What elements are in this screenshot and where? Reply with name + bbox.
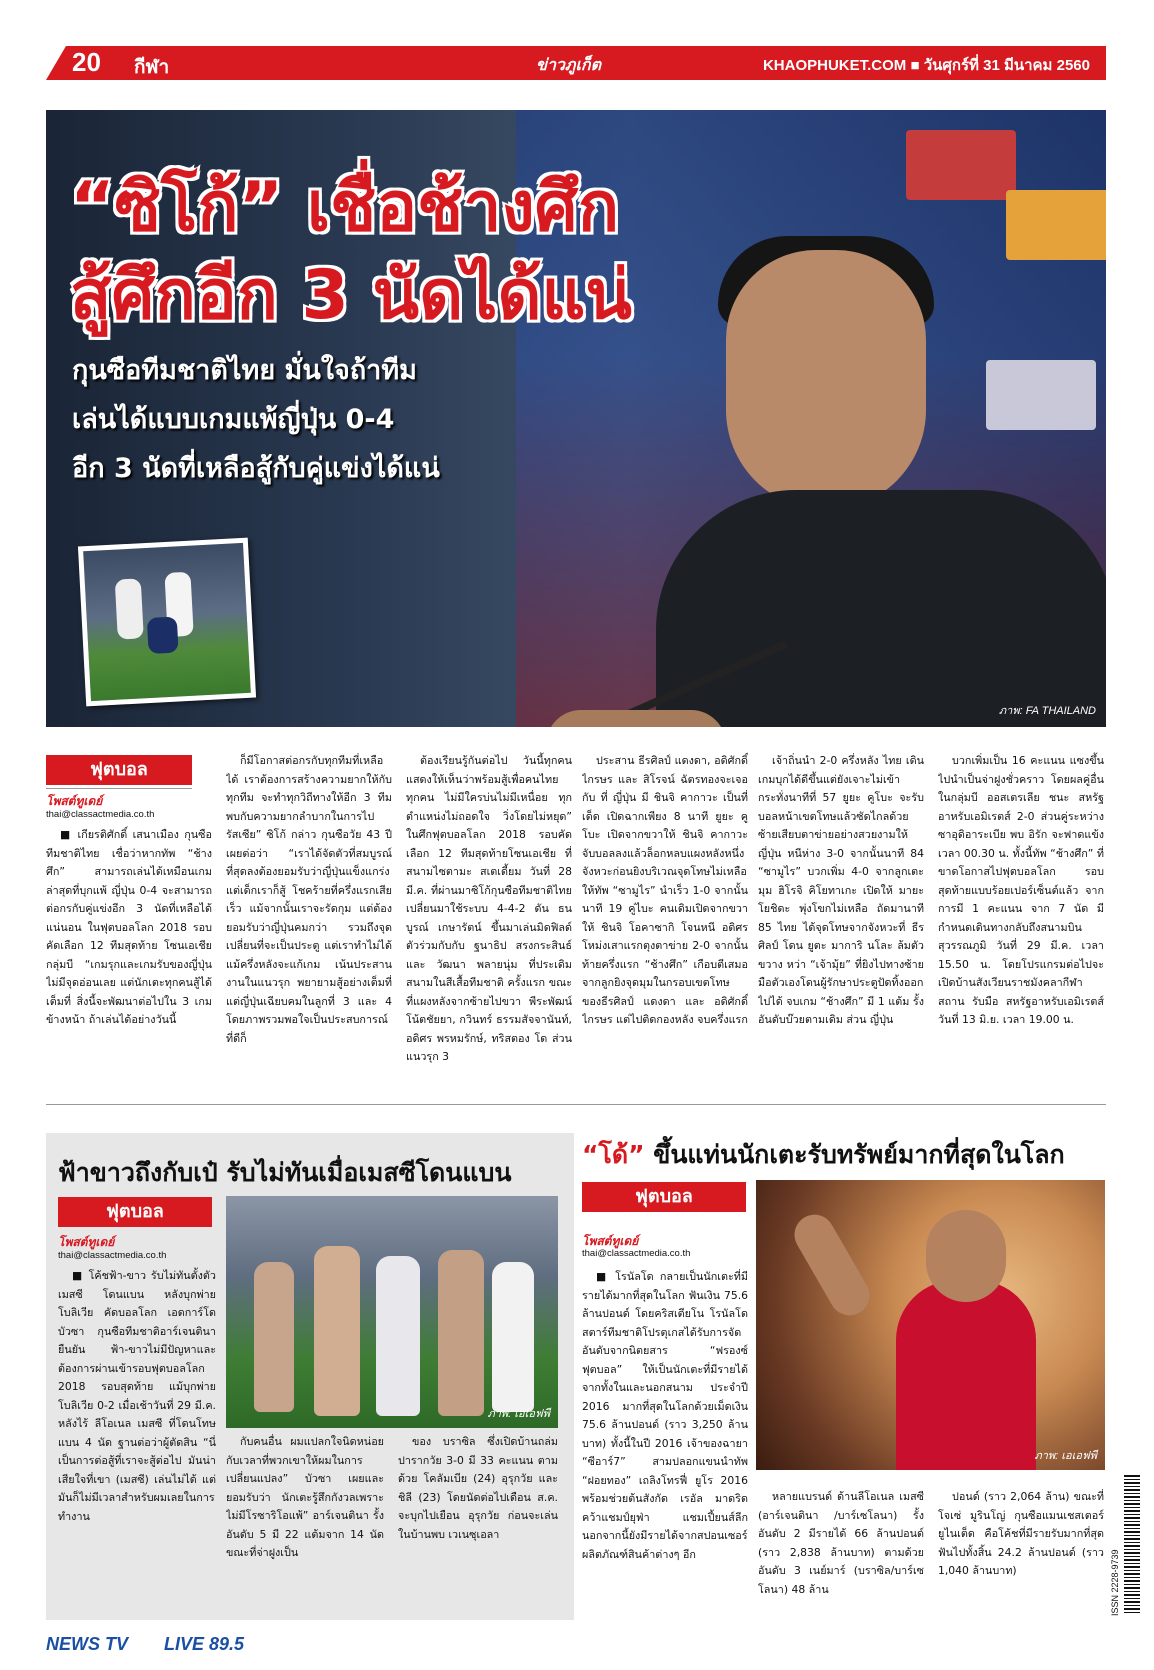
story3-column-3 — [938, 1488, 1104, 1616]
ronaldo-photo — [756, 1180, 1105, 1470]
author-email: thai@classactmedia.co.th — [58, 1250, 167, 1261]
clasped-hands — [546, 710, 726, 727]
headline-text: ขึ้นแท่นนักเตะรับทรัพย์มากที่สุดในโลก — [644, 1140, 1065, 1169]
story3-headline — [582, 1135, 1065, 1175]
paragraph: ปอนด์ (ราว 2,064 ล้าน) ขณะที่ โจเซ่ มูรินโญ่ กุนซือแมนเชสเตอร์ ยูไนเต็ด คือโค้ชที่มีรายรับมากที่สุด ฟันไปทั้งสิ้น 24.2 ล้านปอนด์ (ราว 1,040 ล้านบาท) — [938, 1490, 1104, 1577]
player-figure — [438, 1250, 484, 1416]
player-figure — [254, 1262, 294, 1412]
paragraph: ของ บราซิล ซึ่งเปิดบ้านถล่ม ปารากวัย 3-0 มี 33 คะแนน ตามด้วย โคลัมเบีย (24) อุรุกวัย และชิลี (23) โดยนัดต่อไปเดือน ส.ค. จะบุกไปเยือน อุรุกวัย ก่อนจะเล่นในบ้านพบ เวเนซุเอลา — [398, 1435, 558, 1541]
byline: โพสต์ทูเดย์ — [58, 1235, 115, 1249]
paragraph: ก็มีโอกาสต่อกรกับทุกทีมที่เหลือได้ เราต้องการสร้างความยากให้กับทุกทีม จะทำทุกวิถีทางให้อีก 3 ทีม พบกับความยากลำบากในการไปรัสเซีย” ซิโก้ กล่าว กุนซือวัย 43 ปี เผยต่อว่า “เราได้จัดตัวที่สมบูรณ์ที่สุดลงต้องยอมรับว่าญี่ปุ่นแข็งแกร่ง แต่เด็กเราก็สู้ โชคร้ายที่ครึ่งแรกเสียเร็ว แม้จากนั้นเราจะรัดกุม แต่ต้องยอมรับว่าญี่ปุ่นคมกว่า รวมถึงจุดเปลี่ยนที่จะเป็นประตู แต่เราทำไม่ได้ แม้ครึ่งหลังจะแก้เกม เน้นประสานงานในแนวรุก พยายามสู้อย่างเต็มที่ แต่ญี่ปุ่นเฉียบคมในลูกที่ 3 และ 4 โดยภาพรวมพอใจเป็นประสบการณ์ที่ดีก็ — [226, 754, 392, 1045]
story3-column-1 — [582, 1268, 748, 1616]
byline: โพสต์ทูเดย์ — [46, 794, 103, 808]
photo-credit: ภาพ: เอเอฟพี — [1034, 1450, 1097, 1462]
paragraph: เจ้าถิ่นนำ 2-0 ครึ่งหลัง ไทย เดินเกมบุกได้ดีขึ้นแต่ยังเจาะไม่เข้า กระทั่งนาทีที่ 57 ยูยะ คูโบะ จะรับบอลหน้าเขตโทษแล้วซัดไกลด้วยซ้ายเสียบตาข่ายอย่างสวยงามให้ญี่ปุ่น หนีห่าง 3-0 จากนั้นนาที 84 “ซามูไร” บวกเพิ่ม 4-0 จากลูกเตะมุม ฮิโรจิ คิโยทาเกะ เปิดให้ มายะ โยชิดะ พุ่งโขกไม่เหลือ ถัดมานาที 85 ไทย ได้จุดโทษจากจังหวะที่ ธีรศิลป์ โดน ยูตะ มาการิ นโละ ล้มตัวขวาง หว่า “เจ้ามุ้ย” ที่ยิงไปทางซ้ายมือตัวเองโดนผู้รักษาประตูปัดทิ้งออกไปได้ จบเกม “ช้างศึก” มี 1 แต้ม รั้งอันดับบ๊วยตามเดิม ส่วน ญี่ปุ่น — [758, 754, 924, 1026]
section-divider — [46, 1104, 1106, 1105]
byline: โพสต์ทูเดย์ — [582, 1234, 639, 1248]
story2-headline: ฟ้าขาวถึงกับเป๋ รับไม่ทันเมื่อเมสซีโดนแบน — [58, 1158, 512, 1187]
photo-credit: ภาพ: เอเอฟพี — [487, 1408, 550, 1420]
lead-column-6 — [938, 752, 1104, 1076]
section-tag: ฟุตบอล — [58, 1197, 212, 1227]
player-figure — [376, 1256, 420, 1416]
lead-column-4 — [582, 752, 748, 1076]
paragraph: ■ โค้ชฟ้า-ขาว รับไม่ทันตั้งตัว เมสซี โดนแบน หลังบุกพ่าย โบลิเวีย คัดบอลโลก เอดการ์โด บัวซา กุนซือทีมชาติอาร์เจนตินา ยืนยัน ฟ้า-ขาวไม่มีปัญหาและต้องการผ่านเข้ารอบฟุตบอลโลก 2018 รอบสุดท้าย แม้บุกพ่าย โบลิเวีย 0-2 เมื่อเช้าวันที่ 29 มี.ค. หลังไร้ ลีโอเนล เมสซี ที่โดนโทษแบน 4 นัด ฐานต่อว่าผู้ตัดสิน “นี่เป็นการต่อสู้ที่เราจะสู้ต่อไป มันน่าเสียใจที่เขา (เมสซี) เล่นไม่ได้ แต่มันก็ไม่มีเวลาสำหรับผมเลยในการทำงาน — [58, 1269, 216, 1523]
story2-column-1 — [58, 1267, 216, 1615]
paragraph: ■ โรนัลโด กลายเป็นนักเตะที่มีรายได้มากที่สุดในโลก ฟันเงิน 75.6 ล้านปอนด์ โดยคริสเตียโน โรนัลโด สตาร์ทีมชาติโปรตุเกสได้รับการจัดอันดับจากนิตยสาร “ฟรองซ์ ฟุตบอล” ให้เป็นนักเตะที่มีรายได้จากทั้งในและนอกสนาม ประจำปี 2016 มากที่สุดในโลกด้วยเม็ดเงิน 75.6 ล้านปอนด์ (ราว 3,250 ล้านบาท) ทั้งนี้ในปี 2016 เจ้าของฉายา “ซีอาร์7” สามปลอกแขนนำทัพ “ฝอยทอง” เถลิงโทรฟี่ ยูโร 2016 พร้อมช่วยต้นสังกัด เรอัล มาดริด คว้าแชมป์ยุฟ่า แชมเปี้ยนส์ลีก นอกจากนี้ยังมีรายได้จากสปอนเซอร์ผลิตภัณฑ์สินค้าต่างๆ อีก — [582, 1270, 748, 1561]
sponsor-board — [906, 130, 1016, 200]
divider — [46, 788, 192, 789]
issn-number: ISSN 2228-9739 — [1110, 1549, 1120, 1616]
lead-column-2 — [226, 752, 392, 1076]
lead-subhead-line1: กุนซือทีมชาติไทย มั่นใจถ้าทีม — [72, 355, 417, 386]
lead-column-5 — [758, 752, 924, 1076]
lead-subhead-line2: เล่นได้แบบเกมแพ้ญี่ปุ่น 0-4 — [72, 404, 395, 435]
story-messi-ban — [46, 1133, 574, 1620]
player-figure — [314, 1246, 360, 1416]
paragraph: ประสาน ธีรศิลป์ แดงดา, อดิศักดิ์ ไกรษร และ สิโรจน์ ฉัตรทองจะเจอกับ ที่ ญี่ปุ่น มี ชินจิ คากาวะ เป็นที่เด็ด เปิดฉากเพียง 8 นาที ยูยะ คูโบะ เปิดจากขวาให้ ชินจิ คากาวะ จับบอลลงแล้วล็อกหลบแผงหลังหนึ่งจังหวะก่อนยิงบริเวณจุดโทษไม่เหลือให้ทัพ “ซามูไร” นำเร็ว 1-0 จากนั้นนาที 19 คู่ไบะ คนเดิมเปิดจากขวาให้ ชินจิ โอคาซากิ โจนหนี อดิศร โหม่งเสาแรกตุงตาข่าย 2-0 จากนั้นท้ายครึ่งแรก “ช้างศึก” เกือบตีเสมอจากลูกยิงจุดมุมในกรอบเขตโทษของธีรศิลป์ แดงดา และ อดิศักดิ์ ไกรษร แต่ไปติดกองหลัง จบครึ่งแรก — [582, 754, 748, 1026]
lead-headline-line2: สู้ศึกอีก 3 นัดได้แน่ — [70, 256, 632, 335]
barcode — [1124, 1475, 1140, 1615]
player-figure — [147, 616, 179, 654]
player-jersey — [896, 1280, 1036, 1470]
live-radio-logo: LIVE 89.5 — [164, 1634, 245, 1654]
section-tag: ฟุตบอล — [46, 755, 192, 785]
section-name: กีฬา — [134, 56, 170, 78]
lead-column-3 — [406, 752, 572, 1076]
newstv-logo: NEWS TV — [46, 1634, 129, 1654]
site-url: KHAOPHUKET.COM — [762, 57, 907, 74]
page-number: 20 — [72, 47, 101, 77]
player-figure — [492, 1262, 534, 1412]
coach-jacket — [656, 490, 1106, 727]
paragraph: ■ เกียรติศักดิ์ เสนาเมือง กุนซือทีมชาติไทย เชื่อว่าหากทัพ “ช้างศึก” สามารถเล่นได้เหมือนเกมล่าสุดที่บุกแพ้ ญี่ปุ่น 0-4 จะสามารถต่อกรกับคู่แข่งอีก 3 นัดที่เหลือได้แน่นอน ในฟุตบอลโลก 2018 รอบคัดเลือก 12 ทีมสุดท้าย โซนเอเชีย กลุ่มบี “เกมรุกและเกมรับของญี่ปุ่นไม่มีจุดอ่อนเลย แต่นักเตะทุกคนสู้ได้เต็มที่ สิ่งนี้จะพัฒนาต่อไปใน 3 เกมข้างหน้า ถ้าเล่นได้อย่างวันนี้ — [46, 828, 212, 1026]
story3-column-2 — [758, 1488, 924, 1616]
paragraph: ต้องเรียนรู้กันต่อไป วันนี้ทุกคนแสดงให้เห็นว่าพร้อมสู้เพื่อคนไทยทุกคน ไม่มีใครบ่นไม่มีเหนื่อย ทุกตำแหน่งไม่ถอดใจ วิ่งโดยไม่หยุด” ในศึกฟุตบอลโลก 2018 รอบคัดเลือก 12 ทีมสุดท้ายโซนเอเชีย ที่สนามไซตามะ สเตเดี้ยม วันที่ 28 มี.ค. ที่ผ่านมาซิโก้กุนซือทีมชาติไทย เปลี่ยนมาใช้ระบบ 4-4-2 ดัน ธนบูรณ์ เกษารัตน์ ขึ้นมาเล่นมิดฟิลด์ตัวร่วมกับกับ ฐนาธิป สรงกระสินธ์ และ วัฒนา พลายนุ่ม ที่ประเดิมสนามในสีเสื้อทีมชาติ ครั้งแรก ขณะที่แผงหลังจากซ้ายไปขวา พีระพัฒน์ โน้ตชัยยา, กวินทร์ ธรรมสัจจานันท์, อดิศร พรหมรักษ์, ทริสตอง โด ส่วนแนวรุก 3 — [406, 754, 572, 1063]
paragraph: หลายแบรนด์ ด้านลีโอเนล เมสซี (อาร์เจนตินา /บาร์เซโลนา) รั้งอันดับ 2 มีรายได้ 66 ล้านปอนด์ (ราว 2,838 ล้านบาท) ตามด้วยอันดับ 3 เนย์มาร์ (บราซิล/บาร์เซโลนา) 48 ล้าน — [758, 1490, 924, 1596]
paragraph: บวกเพิ่มเป็น 16 คะแนน แซงขึ้นไปนำเป็นจ่าฝูงชั่วคราว โดยผลคู่อื่นในกลุ่มบี ออสเตรเลีย ชนะ สหรัฐอาหรับเอมิเรตส์ 2-0 ส่วนคู่ระหว่าง ซาอุดิอาระเบีย พบ อิรัก จะฟาดแข้งเวลา 00.30 น. ทั้งนี้ทัพ “ช้างศึก” ที่ขาดโอกาสไปฟุตบอลโลก รอบสุดท้ายแบบร้อยเปอร์เซ็นต์แล้ว จากการมี 1 คะแนน จาก 7 นัด มีกำหนดเดินทางกลับถึงสนามบินสุวรรณภูมิ วันที่ 29 มี.ค. เวลา 15.50 น. โดยโปรแกรมต่อไปจะเปิดบ้านสังเวียนราชมังคลากีฬาสถาน รับมือ สหรัฐอาหรับเอมิเรตส์ วันที่ 13 มิ.ย. เวลา 19.00 น. — [938, 754, 1104, 1026]
story2-column-2 — [226, 1433, 384, 1615]
issue-date: วันศุกร์ที่ 31 มีนาคม 2560 — [923, 57, 1090, 74]
lead-subhead-line3: อีก 3 นัดที่เหลือสู้กับคู่แข่งได้แน่ — [72, 453, 440, 484]
sponsor-board — [1006, 190, 1106, 260]
lead-photo — [46, 110, 1106, 727]
headline-quote: “โด้” — [582, 1140, 645, 1169]
story2-column-3 — [398, 1433, 558, 1615]
waving-hand — [787, 1207, 877, 1322]
player-face — [926, 1210, 1006, 1302]
page-header — [46, 46, 1106, 80]
site-and-date: KHAOPHUKET.COM ■ วันศุกร์ที่ 31 มีนาคม 2560 — [762, 57, 1090, 74]
argentina-players-photo — [226, 1196, 558, 1428]
paragraph: กับคนอื่น ผมแปลกใจนิดหน่อยกับเวลาที่พวกเขาให้ผมในการเปลี่ยนแปลง” บัวซา เผยและยอมรับว่า นักเตะรู้สึกกังวลเพราะไม่มีโรซาริโอแพ้” อาร์เจนตินา รั้งอันดับ 5 มี 22 แต้มจาก 14 นัด ขณะที่จ่าฝูงเป็น — [226, 1435, 384, 1559]
lead-headline-line1: “ซิโก้” เชื่อช้างศึก — [70, 168, 620, 247]
sponsor-board — [986, 360, 1096, 430]
author-email: thai@classactmedia.co.th — [582, 1248, 691, 1259]
coach-face — [726, 250, 926, 510]
player-figure — [115, 578, 144, 639]
section-tag: ฟุตบอล — [582, 1182, 746, 1212]
match-inset-photo — [78, 538, 256, 707]
photo-credit: ภาพ: FA THAILAND — [998, 705, 1096, 717]
author-email: thai@classactmedia.co.th — [46, 809, 155, 820]
paper-logo: ข่าวภูเก็ต — [536, 55, 601, 74]
header-corner-mark — [46, 46, 66, 80]
lead-column-1 — [46, 826, 212, 1076]
